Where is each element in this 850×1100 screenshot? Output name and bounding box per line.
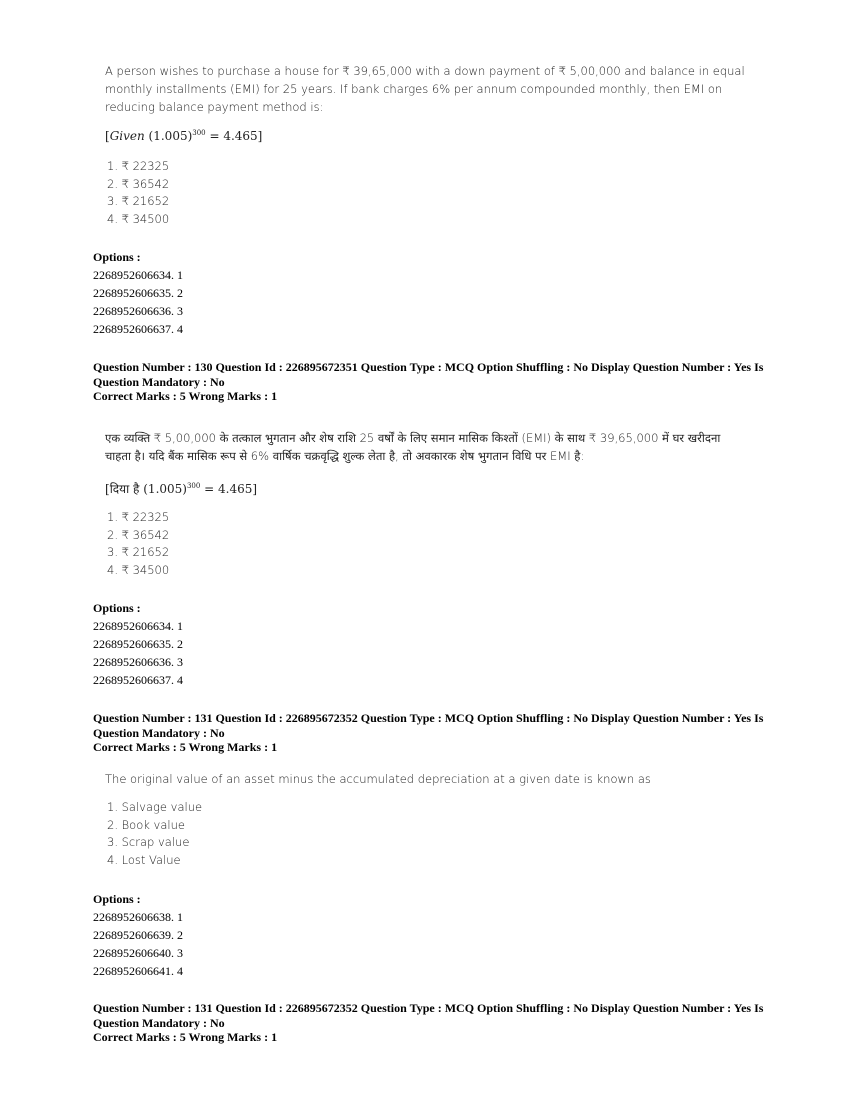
option-id: 2268952606635. 2 [93, 636, 183, 651]
option-id: 2268952606634. 1 [93, 618, 183, 633]
options-heading: Options : [93, 250, 141, 264]
given-prefix: [ [105, 129, 110, 143]
question-marks: Correct Marks : 5 Wrong Marks : 1 [93, 740, 278, 754]
question-meta-info: Question Number : 131 Question Id : 226895672352 Question Type : MCQ Option Shuffling : No Display Question Number : Yes Is Question Mandatory : No [93, 711, 764, 740]
answer-item: 4. ₹ 34500 [107, 563, 170, 578]
answer-item: 4. Lost Value [107, 853, 181, 868]
option-id: 2268952606641. 4 [93, 963, 183, 978]
option-id: 2268952606634. 1 [93, 267, 183, 282]
question-meta-info: Question Number : 130 Question Id : 226895672351 Question Type : MCQ Option Shuffling : No Display Question Number : Yes Is Question Mandatory : No [93, 360, 764, 389]
option-id: 2268952606637. 4 [93, 672, 183, 687]
answer-item: 3. Scrap value [107, 835, 190, 850]
given-rest: = 4.465] [205, 129, 263, 143]
question-text-book-value: The original value of an asset minus the accumulated depreciation at a given date is known as [105, 772, 651, 786]
options-block [93, 891, 183, 981]
answer-list [107, 509, 169, 580]
options-heading: Options : [93, 892, 141, 906]
given-prefix: [ [105, 482, 110, 496]
given-base: (1.005) [144, 129, 193, 143]
question-meta [93, 360, 773, 404]
answer-item: 3. ₹ 21652 [107, 545, 170, 560]
answer-item: 3. ₹ 21652 [107, 194, 170, 209]
option-id: 2268952606638. 1 [93, 909, 183, 924]
given-formula [105, 129, 262, 143]
answer-list [107, 799, 202, 870]
given-exponent: 300 [192, 129, 206, 137]
given-label: दिया है [109, 482, 140, 496]
question-text-english-emi: A person wishes to purchase a house for ₹ 39,65,000 with a down payment of ₹ 5,00,000 and balance in equal monthly installments (EMI) for 25 years. If bank charges 6% per annum compounded monthly, then EMI on reducing balance payment method is: [105, 64, 745, 114]
option-id: 2268952606636. 3 [93, 654, 183, 669]
options-heading: Options : [93, 601, 141, 615]
answer-item: 1. ₹ 22325 [107, 159, 170, 173]
options-block [93, 249, 183, 339]
answer-list [107, 158, 169, 229]
given-formula [105, 480, 257, 497]
answer-item: 2. ₹ 36542 [107, 527, 170, 542]
options-block [93, 600, 183, 690]
option-id: 2268952606637. 4 [93, 321, 183, 336]
answer-item: 1. ₹ 22325 [107, 510, 170, 524]
option-id: 2268952606640. 3 [93, 945, 183, 960]
option-id: 2268952606635. 2 [93, 285, 183, 300]
answer-item: 2. Book value [107, 817, 185, 832]
question-meta [93, 1001, 773, 1045]
question-text-hindi-emi: एक व्यक्ति ₹ 5,00,000 के तत्काल भुगतान और शेष राशि 25 वर्षों के लिए समान मासिक किश्तों (EMI) के साथ ₹ 39,65,000 में घर खरीदना चाहता है। यदि बैंक मासिक रूप से 6% वार्षिक चक्रवृद्धि शुल्क लेता है, तो अवकारक शेष भुगतान विधि पर EMI है: [105, 431, 721, 463]
answer-item: 2. ₹ 36542 [107, 176, 170, 191]
given-label: Given [109, 129, 145, 143]
option-id: 2268952606636. 3 [93, 303, 183, 318]
question-marks: Correct Marks : 5 Wrong Marks : 1 [93, 1030, 278, 1044]
answer-item: 1. Salvage value [107, 800, 203, 814]
given-rest: = 4.465] [200, 482, 258, 496]
question-meta [93, 711, 773, 755]
question-marks: Correct Marks : 5 Wrong Marks : 1 [93, 389, 278, 403]
given-base: (1.005) [139, 482, 187, 496]
answer-item: 4. ₹ 34500 [107, 212, 170, 227]
option-id: 2268952606639. 2 [93, 927, 183, 942]
given-exponent: 300 [186, 482, 201, 490]
question-meta-info: Question Number : 131 Question Id : 226895672352 Question Type : MCQ Option Shuffling : No Display Question Number : Yes Is Question Mandatory : No [93, 1001, 764, 1030]
